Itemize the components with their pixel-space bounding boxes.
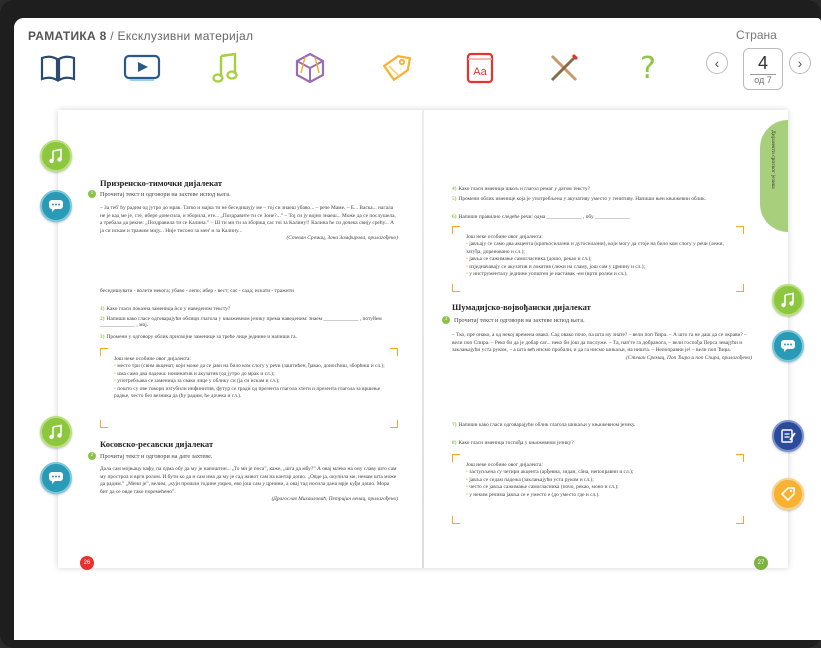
- feature-item: • изједначавају се акузатив и локатив (лежи на сламу, још сам у црнину и сл.);: [466, 264, 734, 271]
- glossary-line: беседишувати - волети некога; убаво - лепо; ибер - вест; сас - сада; искати - тражити: [100, 288, 294, 294]
- dictionary-icon[interactable]: [460, 48, 500, 88]
- features-heading: Још неке особине овог дијалекта:: [466, 234, 543, 240]
- task-text: Прочитај текст и одговори на захтеве испод њега.: [454, 316, 585, 324]
- next-page-button[interactable]: ›: [789, 52, 811, 74]
- features-heading: Још неке особине овог дијалекта:: [466, 462, 543, 468]
- feature-item: • заступљена су четири акцента (арђевна, зидан, сâна, непоправни и сл.);: [466, 469, 734, 476]
- page-number-left: 26: [80, 556, 94, 570]
- tag-icon[interactable]: [376, 48, 416, 88]
- question-text: Како гласи показна заменица ѝсо у наведеном тексту?: [106, 306, 231, 312]
- chat-icon: [48, 471, 64, 485]
- breadcrumb-book[interactable]: РАМАТИКА 8: [28, 29, 107, 43]
- comment-button-2[interactable]: [40, 462, 72, 494]
- cube-icon[interactable]: [290, 48, 330, 88]
- feature-item: • јавља се седам падежа (заклањајући уста руком и сл.);: [466, 477, 734, 484]
- music-icon: [780, 292, 796, 308]
- edit-note-icon: [780, 428, 796, 444]
- video-icon[interactable]: [122, 48, 162, 88]
- task-prizren: [88, 190, 231, 198]
- top-toolbar: [14, 18, 821, 110]
- feature-item: • често се јавља сажимање самогласника (почо, рекао, моно и сл.);: [466, 484, 734, 491]
- question-text: Промени облик именице која је употребљена у акузативу уместо у генитиву. Напиши њен књижевни облик.: [458, 196, 707, 202]
- dictionary-glyph: Aa: [473, 66, 487, 78]
- excerpt-source: (Драгослав Михаиловић, Петријин венац, прилагођено): [271, 496, 398, 503]
- audio-button-3[interactable]: [772, 284, 804, 316]
- feature-item: • јавља се сажимање самогласника (дошо, рекао и сл.);: [466, 256, 734, 263]
- question-5: 5) Промени облик именице која је употребљена у акузативу уместо у генитиву. Напиши њен књижевни облик.: [452, 196, 707, 202]
- notes-button[interactable]: [772, 420, 804, 452]
- section-title-prizren: Призренско-тимочки дијалекат: [100, 178, 223, 188]
- current-page: 4: [757, 53, 768, 73]
- task-number-icon: 1: [88, 190, 96, 198]
- question-2: 2) Напиши како гласе одговарајући облици глагола у књижевном језику према наведеним: знаем _____________ , потуйем _____________ , мој.: [100, 316, 382, 328]
- bookmark-button[interactable]: [772, 478, 804, 510]
- chat-icon: [48, 199, 64, 213]
- task-text: Прочитај текст и одговори на захтеве испод њега.: [100, 190, 231, 198]
- book-icon[interactable]: [38, 48, 78, 88]
- breadcrumb-section: Ексклузивни материјал: [117, 29, 254, 43]
- task-kosovo: [88, 452, 212, 460]
- prev-page-button[interactable]: ‹: [706, 52, 728, 74]
- left-page: [58, 110, 422, 568]
- question-7: 7) Напиши како гласи одговарајући облик глагола шикаљи у књижевном језику.: [452, 422, 636, 428]
- excerpt-text: – Тко, пре онако, а од некој времена овако. Сад овако почо, па шта му знате? – вели поп Ћира. – А што га не даш да се окрави? – вели поп Спира. – Реко би да је добар сат... неко би још да послуже. – Та, нап'те га добранога, – вели госпођа Перса зевајући и заклањајући уста руком, – а шта већ нисмо пробали, и да га нисмо шикаљи, на ништа. – Непоправни је! – вели поп Ћира.: [452, 332, 747, 354]
- question-8: 8) Како гласи именица госпођа у књижевном језику?: [452, 440, 574, 446]
- right-page: [424, 110, 788, 568]
- comment-button-1[interactable]: [40, 190, 72, 222]
- text-excerpt-prizren: [100, 205, 398, 243]
- tools-icon[interactable]: [544, 48, 584, 88]
- excerpt-source: (Стеван Сремац, Зона Замфирова, прилагођено): [286, 235, 398, 242]
- task-number-icon: 2: [88, 452, 96, 460]
- question-text: Промени у одговору облик присвојне заменице за треће лице једнине и напиши га.: [106, 334, 297, 340]
- audio-button-2[interactable]: [40, 416, 72, 448]
- question-text: Како гласи именица госпођа у књижевном језику?: [458, 440, 574, 446]
- question-text: Напиши како гласе одговарајући облици глагола у књижевном језику према наведеним: знаем _____________ , потуйем _____________ , мој.: [100, 316, 382, 328]
- music-icon: [48, 424, 64, 440]
- question-text: Напиши како гласи одговарајући облик глагола шикаљи у књижевном језику.: [458, 422, 636, 428]
- page-indicator: [743, 48, 783, 90]
- task-number-icon: 3: [442, 316, 450, 324]
- chapter-tab-label: Дијалекти српског језика: [770, 130, 776, 189]
- excerpt-text: – За теб' ћу радим од јутро до мрак. Татко и мајка ти не беседишују ме – тој си знаеш убаво... – рече Маме. – Е... Васка... нагала не је кад ме је, сте, ибере донесила, и зборила, ете... „Поздравите ти се Зоне?...” – Тој си ју војно знаеш... Може да се послушела, а требала да рекне: „Поздравила ти се Калина.” – Ш ти мн ти за зборищ сас тоі за Калину!! Калина ће си дочека свију срећу... А ја си искам и тражим мију... Није тисоно за мен' и за Калину...: [100, 205, 396, 234]
- audio-button-1[interactable]: [40, 140, 72, 172]
- section-title-sumadija: Шумадијско-војвођански дијалекат: [452, 302, 591, 312]
- feature-item: • место три (свим акценат, који може да се јави на било ком слогу у речи (заштићен, ђавао, доносћиш, зборћиш и сл.);: [114, 363, 388, 370]
- question-1: 1) Како гласи показна заменица ѝсо у наведеном тексту?: [100, 306, 231, 312]
- question-4: 4) Како гласи именица шкољ и глагол ремаг у датом тексту?: [452, 186, 591, 192]
- text-excerpt-kosovo: [100, 466, 398, 504]
- feature-item: • јављају се само два акцента (краткосилазни и дугосилазни), који могу да стоје на било ком слогу у речи (лежи, затуђа, дореновано и сл.);: [466, 241, 734, 256]
- features-box-sumadija: [452, 454, 744, 524]
- feature-item: • у инструменталу једнине уопштен је наставак -ем (вртн ролем и сл.).: [466, 271, 734, 278]
- excerpt-text: Дала сам мојњацу кафу, па одма обу да му је напоштин... „То ми је поса”, каже, „шта да мбу?” А овај млеко на ону славу што сам му простроа и вргн ролом. И бути ко да и сам има да му је сад живот сам на кантар дошо. „Овде ја, окупила ме, немам шта може да радим.” „Мени је”, велим, „кујн прошли године умрео, ево још сам у црнини, а овај тад носила дана мрје куђи дошо. Мора бит да се овде тако поремећено”.: [100, 466, 397, 495]
- question-text: Напиши правилно следеће речи: одма _____________ , обу _____________: [458, 214, 631, 220]
- features-heading: Још неке особине овог дијалекта:: [114, 356, 191, 362]
- text-excerpt-sumadija: [452, 332, 752, 362]
- excerpt-source: (Стеван Сремац, Поп Ћира и поп Спира, прилагођено): [626, 354, 752, 361]
- tag-icon: [780, 486, 796, 502]
- textbook-spread: [58, 110, 788, 568]
- help-glyph: ?: [640, 50, 656, 86]
- feature-item: • има само два падежа: номинатив и акузатив (од јутро до мрак и сл.);: [114, 371, 388, 378]
- chat-icon: [780, 339, 796, 353]
- breadcrumb: [28, 29, 253, 43]
- task-text: Прочитај текст и одговори на дате захтеве.: [100, 452, 213, 460]
- question-3: 3) Промени у одговору облик присвојне заменице за треће лице једнине и напиши га.: [100, 334, 297, 340]
- question-text: Како гласи именица шкољ и глагол ремаг у датом тексту?: [458, 186, 591, 192]
- music-icon[interactable]: [206, 48, 246, 88]
- help-icon[interactable]: [628, 48, 668, 88]
- section-title-kosovo: Косовско-ресавски дијалекат: [100, 439, 214, 449]
- features-box-kosovo: [452, 226, 744, 292]
- question-6: 6) Напиши правилно следеће речи: одма _____________ , обу _____________: [452, 214, 631, 220]
- feature-item: • употребљава се заменица за свако лице у облику си (ја си искам и сл.);: [114, 378, 388, 385]
- feature-item: • у неким речима јавља се е уместо е (до уместо где и сл.).: [466, 492, 734, 499]
- features-box-prizren: [100, 348, 398, 428]
- task-sumadija: [442, 316, 585, 324]
- page-label: Страна: [736, 28, 777, 42]
- music-icon: [48, 148, 64, 164]
- page-number-right: 27: [754, 556, 768, 570]
- app-screen: [14, 18, 821, 640]
- total-pages: од 7: [750, 74, 776, 85]
- breadcrumb-separator: /: [106, 29, 118, 43]
- chapter-tab[interactable]: [760, 120, 788, 232]
- comment-button-3[interactable]: [772, 330, 804, 362]
- feature-item: • пошто су ове говори изгубили инфинитив, футур се гради од презента глагола хтети и презента глагола за вршење радње, често без везника да (ћу радим, ће дочека и сл.).: [114, 386, 388, 401]
